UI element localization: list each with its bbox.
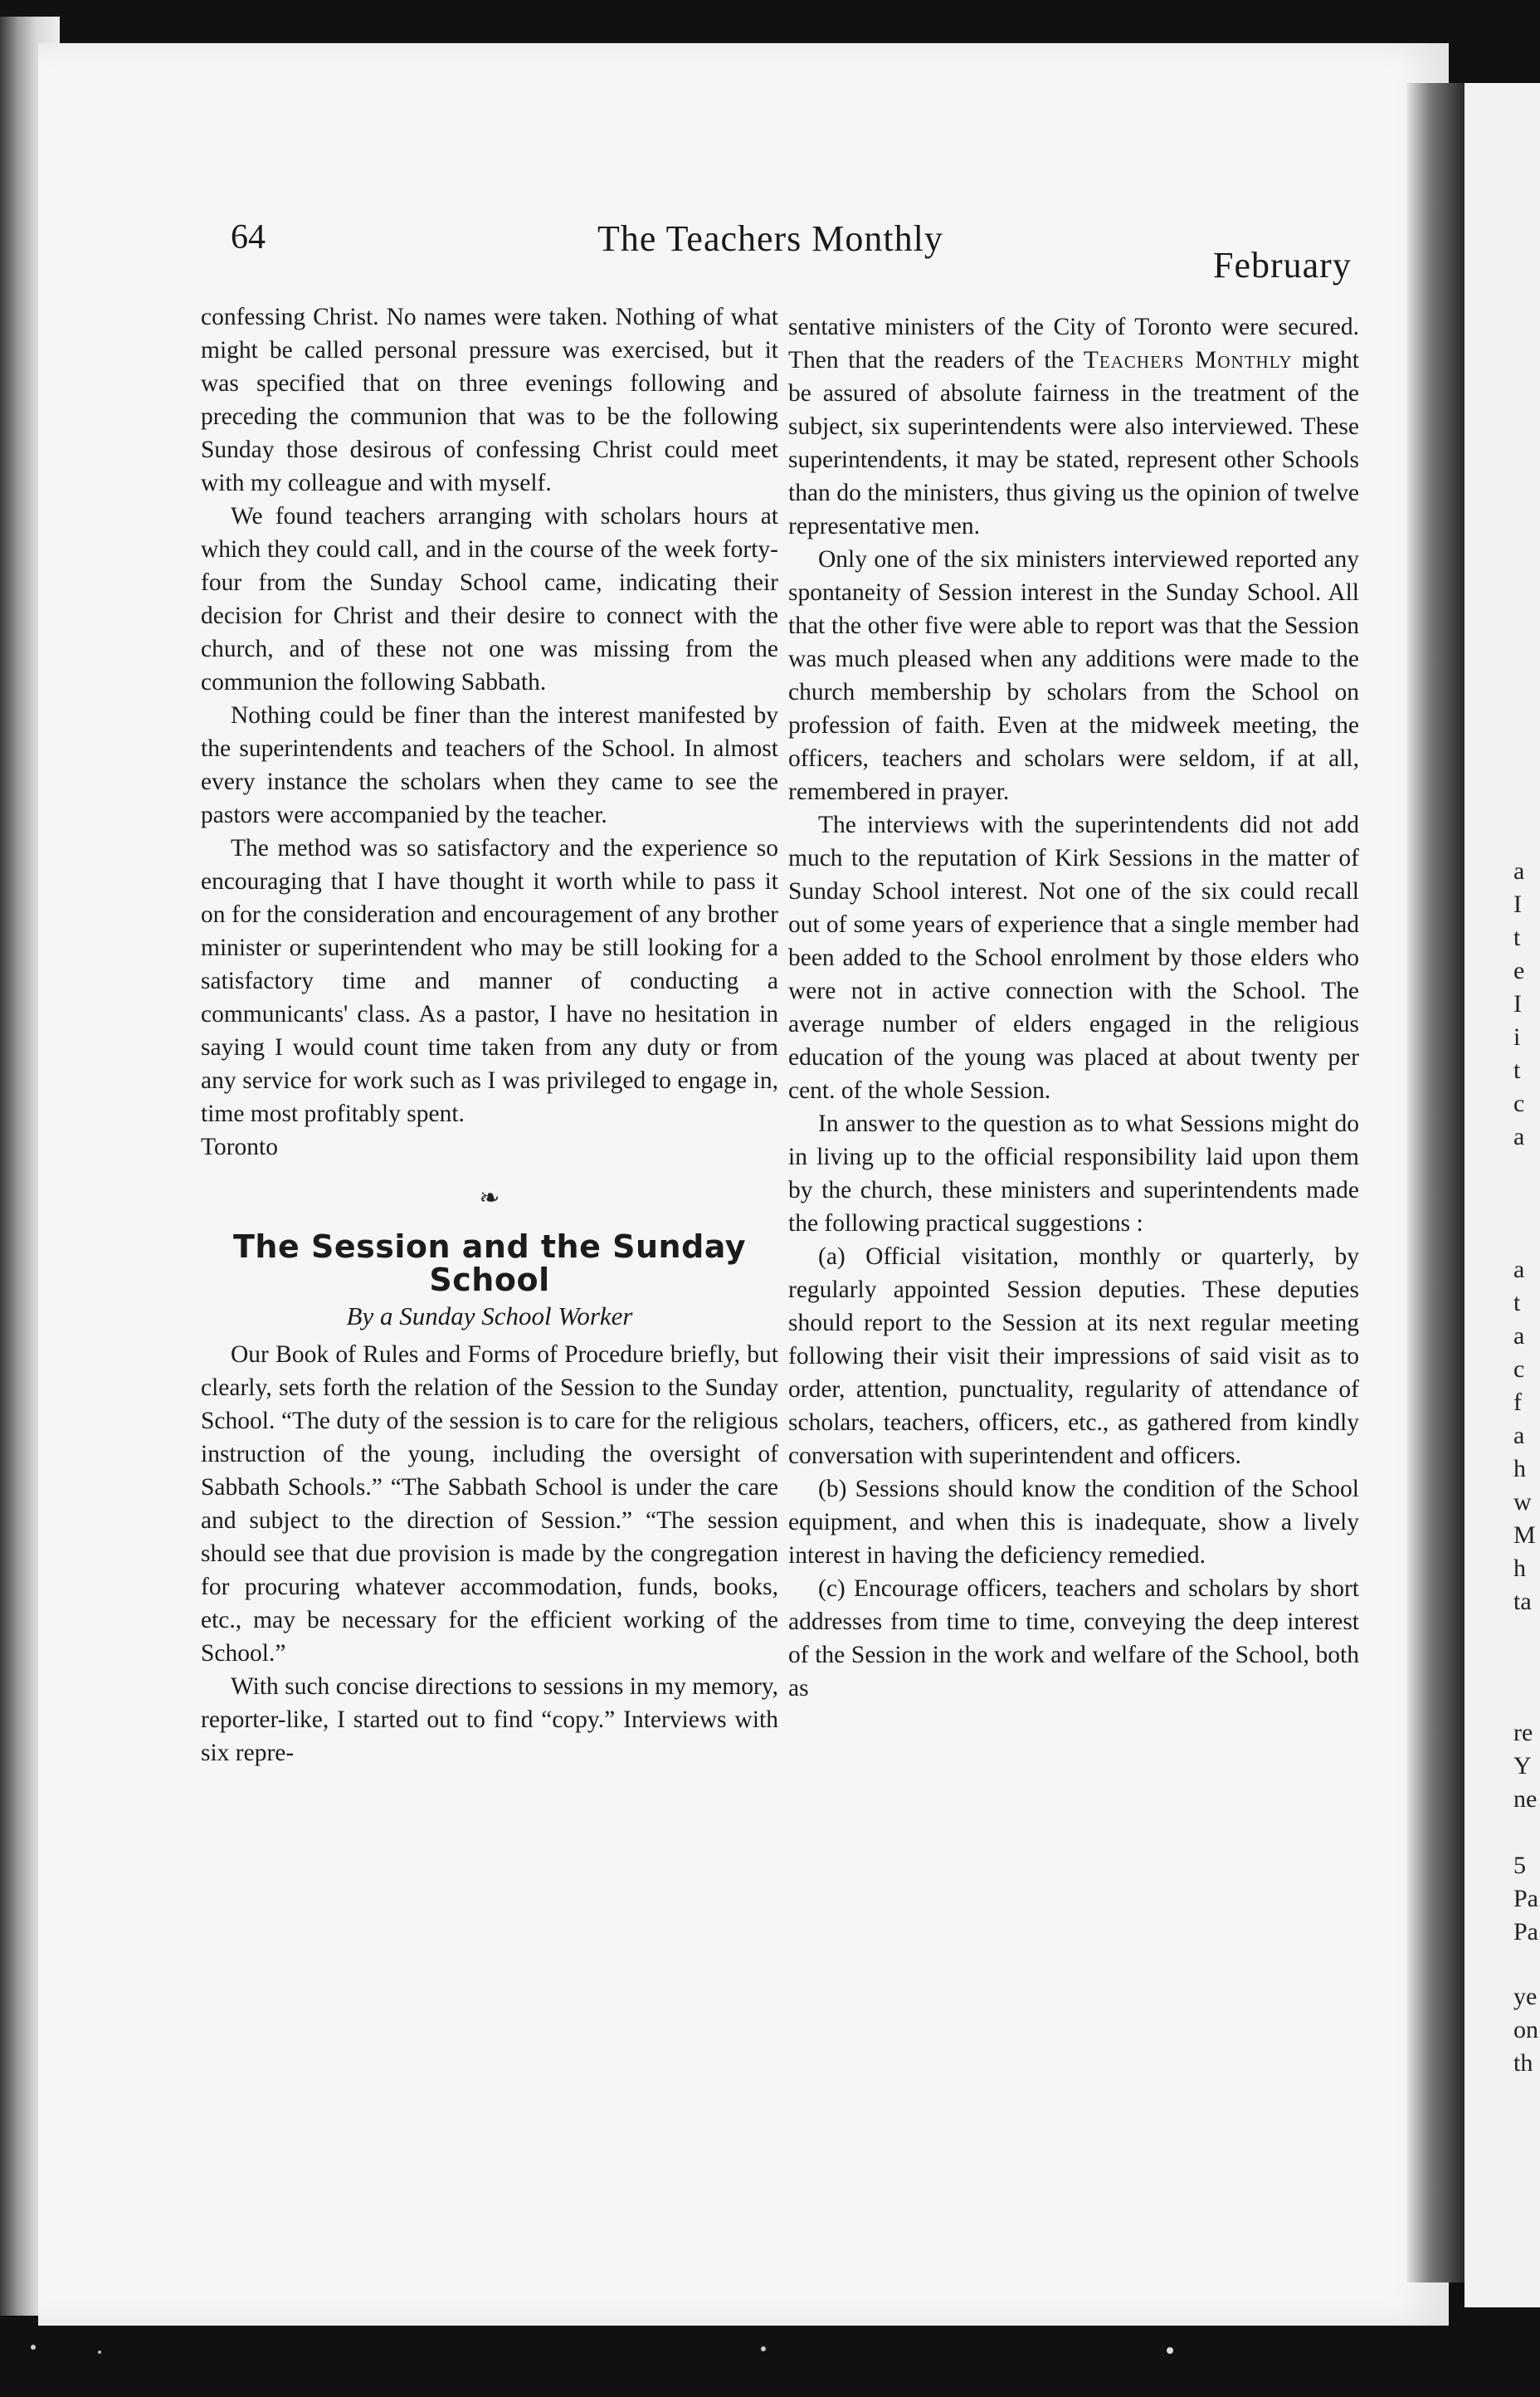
bleed-letter: e [1513, 957, 1525, 984]
bleed-letter: on [1513, 2016, 1538, 2043]
bleed-letter: Y [1513, 1752, 1532, 1779]
bleed-letter: w [1513, 1488, 1532, 1516]
bleed-letter: M [1513, 1521, 1536, 1549]
signature-location: Toronto [201, 1134, 278, 1160]
scan-specks [0, 2339, 1540, 2364]
bleed-letter: Pa [1513, 1885, 1538, 1912]
bleed-letter: i [1513, 1023, 1521, 1051]
bleed-letter: ne [1513, 1785, 1538, 1813]
paragraph: With such concise directions to sessions in my memory, reporter-like, I started out to find “copy.” Interviews with six repre- [201, 1673, 778, 1766]
next-page-strip [1464, 83, 1540, 2307]
paragraph: (b) Sessions should know the condition of the School equipment, and when this is inadequate, show a lively interest in having the deficiency remedied. [788, 1476, 1359, 1569]
bleed-letter: a [1513, 1256, 1525, 1283]
paragraph: Our Book of Rules and Forms of Procedure briefly, but clearly, sets forth the relation of the Session to the Sunday School. “The duty of the session is to care for the religious instruction of the young, including the oversight of Sabbath Schools.” “The Sabbath School is under the care and subject to the direction of Session.” “The session should see that due provision is made by the congregation for procuring whatever accommodation, funds, books, etc., may be necessary for the efficient working of the School.” [201, 1341, 778, 1667]
article-title: The Session and the Sunday School [232, 1228, 747, 1298]
bleed-letter: I [1513, 891, 1522, 918]
bleed-letter: a [1513, 857, 1525, 885]
running-title: The Teachers Monthly [597, 218, 943, 259]
next-page-bleed-group-2 [1513, 1253, 1540, 1618]
bleed-letter: t [1513, 924, 1521, 951]
paragraph: The method was so satisfactory and the experience so encouraging that I have thought it worth while to pass it on for the consideration and encouragement of any brother minister or superintendent who may be still looking for a satisfactory time and manner of conducting a communicants' class. As a pastor, I have no hesitation in saying I would count time taken from any duty or from any service for work such as I was privileged to engage in, time most profitably spent. [201, 835, 778, 1127]
paragraph: The interviews with the superintendents did not add much to the reputation of Kirk Sessions in the matter of Sunday School interest. Not one of the six could recall out of some years of experience that a single member had been added to the School enrolment by those elders who were not in active connection with the School. The average number of elders engaged in the religious education of the young was placed at about twenty per cent. of the whole Session. [788, 812, 1359, 1104]
page-number: 64 [231, 218, 266, 256]
magazine-name: Teachers Monthly [1083, 347, 1293, 373]
bleed-letter: re [1513, 1719, 1533, 1746]
bleed-letter: ye [1513, 1983, 1538, 2010]
next-page-bleed-group-3 [1513, 1716, 1540, 1816]
paragraph: confessing Christ. No names were taken. Nothing of what might be called personal pressure was exercised, but it was specified that on three evenings following and preceding the communion that was to be the following Sunday those desirous of confessing Christ could meet with my colleague and with myself. [201, 304, 778, 496]
left-column [201, 300, 778, 1770]
bleed-letter: a [1513, 1123, 1525, 1150]
next-page-bleed-group-4 [1513, 1849, 1540, 1949]
page-header [0, 217, 1540, 284]
bleed-letter: h [1513, 1555, 1526, 1582]
bleed-letter: c [1513, 1355, 1525, 1383]
bleed-letter: I [1513, 990, 1522, 1018]
bleed-letter: t [1513, 1289, 1521, 1316]
bleed-letter: Pa [1513, 1918, 1538, 1945]
paragraph [788, 310, 1359, 543]
article-byline: By a Sunday School Worker [346, 1301, 633, 1330]
paragraph: Only one of the six ministers interviewed reported any spontaneity of Session interest in the Sunday School. All that the other five were able to report was that the Session was much pleased when any additions were made to the church membership by scholars from the School on profession of faith. Even at the midweek meeting, the officers, teachers and scholars were seldom, if at all, remembered in prayer. [788, 546, 1359, 805]
text-run: might be assured of absolute fairness in the treatment of the subject, six superintendents were also interviewed. These superintendents, it may be stated, represent other Schools than do the ministers, thus giving us the opinion of twelve representative men. [788, 347, 1359, 539]
page-gutter-shadow [1406, 83, 1464, 2282]
paragraph: We found teachers arranging with scholars hours at which they could call, and in the course of the week forty-four from the Sunday School came, indicating their decision for Christ and their desire to connect with the church, and of these not one was missing from the communion the following Sabbath. [201, 503, 778, 696]
right-column [788, 310, 1359, 1705]
bleed-letter: c [1513, 1090, 1525, 1117]
bleed-letter: a [1513, 1422, 1525, 1449]
text-run: sentative ministers of the City of Toronto were secured. Then that the readers of the [788, 314, 1359, 373]
paragraph: (c) Encourage officers, teachers and scholars by short addresses from time to time, conveying the deep interest of the Session in the work and welfare of the School, both as [788, 1575, 1359, 1701]
paragraph: (a) Official visitation, monthly or quarterly, by regularly appointed Session deputies. These deputies should report to the Session at its next regular meeting following their visit their impressions of said visit as to order, attention, punctuality, regularity of attendance of scholars, teachers, officers, etc., as gathered from kindly conversation with superintendent and officers. [788, 1243, 1359, 1469]
paragraph: Nothing could be finer than the interest manifested by the superintendents and teachers of the School. In almost every instance the scholars when they came to see the pastors were accompanied by the teacher. [201, 702, 778, 828]
issue-month: February [1213, 245, 1352, 286]
bleed-letter: t [1513, 1057, 1521, 1084]
ornament-icon: ❧ [479, 1184, 500, 1212]
next-page-bleed-group-5 [1513, 1980, 1540, 2080]
next-page-bleed-group-1 [1513, 855, 1540, 1154]
bleed-letter: f [1513, 1389, 1522, 1416]
bleed-letter: h [1513, 1455, 1526, 1482]
bleed-letter: 5 [1513, 1852, 1526, 1879]
bleed-letter: th [1513, 2049, 1533, 2077]
bleed-letter: ta [1513, 1588, 1532, 1615]
bleed-letter: a [1513, 1322, 1525, 1350]
paragraph: In answer to the question as to what Sessions might do in living up to the official responsibility laid upon them by the church, these ministers and superintendents made the following practical suggestions : [788, 1111, 1359, 1237]
